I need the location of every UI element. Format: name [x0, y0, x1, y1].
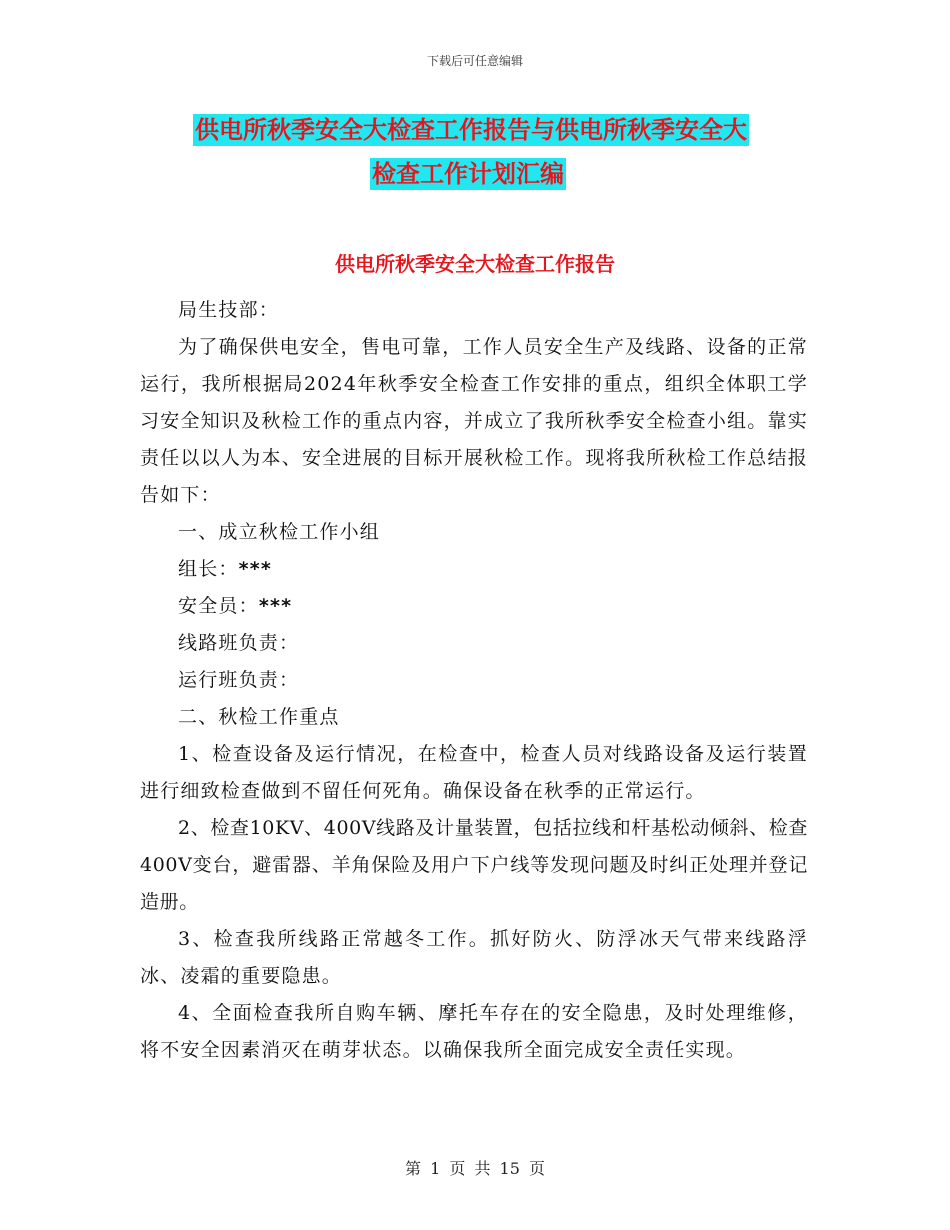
- focus-item-1: 1、检查设备及运行情况，在检查中，检查人员对线路设备及运行装置进行细致检查做到不留任何死角。确保设备在秋季的正常运行。: [140, 743, 808, 802]
- safety-officer-label: 安全员：: [178, 595, 259, 617]
- section-title: 供电所秋季安全大检查工作报告: [335, 252, 615, 276]
- title-line-2: 检查工作计划汇编: [372, 160, 564, 188]
- salutation: 局生技部：: [178, 299, 280, 321]
- safety-officer-value: ***: [258, 595, 293, 617]
- safety-officer: [140, 588, 808, 625]
- focus-item-4: 4、全面检查我所自购车辆、摩托车存在的安全隐患，及时处理维修，将不安全因素消灭在萌芽状态。以确保我所全面完成安全责任实现。: [140, 1002, 808, 1061]
- team-leader-value: ***: [238, 558, 273, 580]
- focus-item-2: 2、检查10KV、400V线路及计量装置，包括拉线和杆基松动倾斜、检查400V变台，避雷器、羊角保险及用户下户线等发现问题及时纠正处理并登记造册。: [140, 817, 808, 913]
- header-note: 下载后可任意编辑: [426, 54, 523, 68]
- operation-team-lead: 运行班负责：: [178, 669, 300, 691]
- heading-focus: 二、秋检工作重点: [178, 706, 340, 728]
- line-team-lead: 线路班负责：: [178, 632, 300, 654]
- title-line-1: 供电所秋季安全大检查工作报告与供电所秋季安全大: [195, 116, 747, 144]
- intro-paragraph: 为了确保供电安全，售电可靠，工作人员安全生产及线路、设备的正常运行，我所根据局2024年秋季安全检查工作安排的重点，组织全体职工学习安全知识及秋检工作的重点内容，并成立了我所秋季安全检查小组。靠实责任以以人为本、安全进展的目标开展秋检工作。现将我所秋检工作总结报告如下：: [140, 336, 808, 506]
- team-leader-label: 组长：: [178, 558, 239, 580]
- report-body: [140, 292, 808, 1069]
- team-leader: [140, 551, 808, 588]
- page-footer: 第 1 页 共 15 页: [405, 1159, 545, 1178]
- document-title: [150, 108, 850, 196]
- heading-team: 一、成立秋检工作小组: [178, 521, 381, 543]
- focus-item-3: 3、检查我所线路正常越冬工作。抓好防火、防浮冰天气带来线路浮冰、凌霜的重要隐患。: [140, 928, 808, 987]
